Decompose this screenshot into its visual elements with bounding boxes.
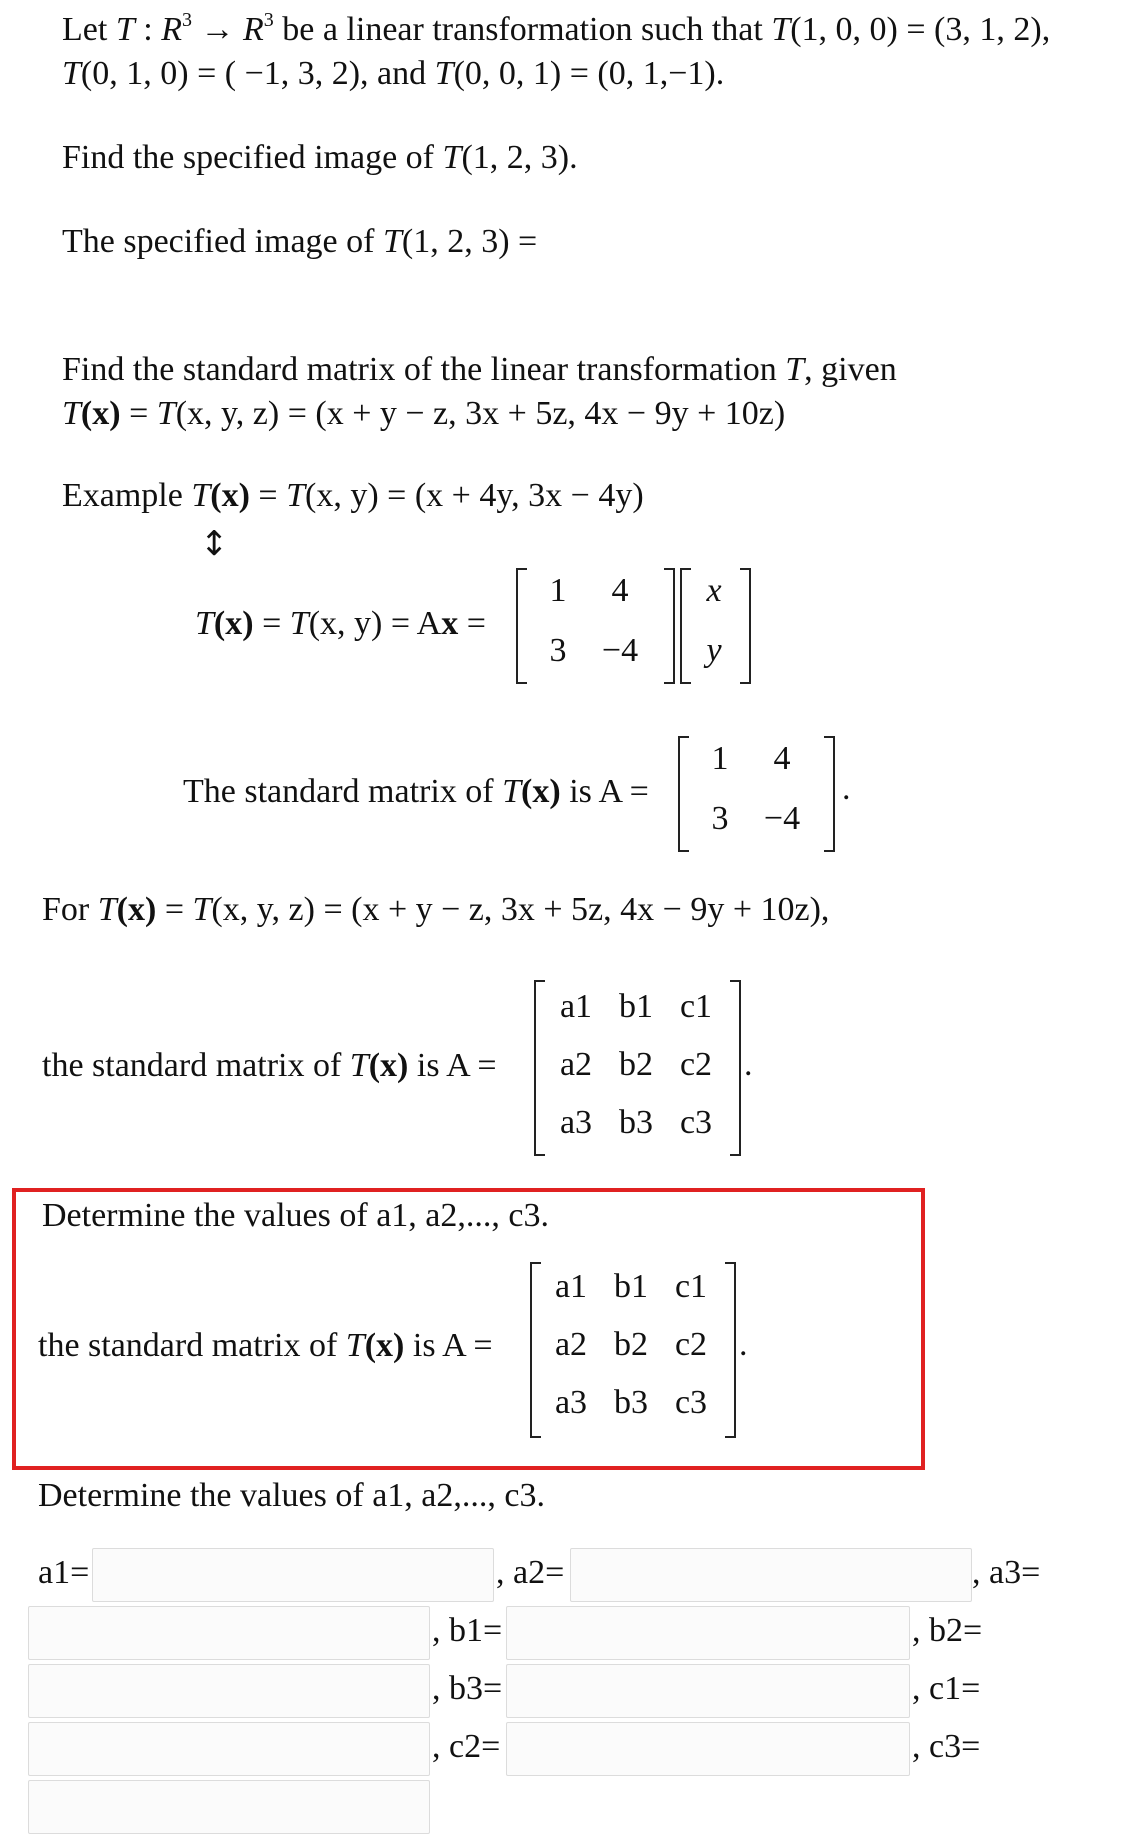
text: T (442, 139, 462, 176)
text: T (289, 605, 309, 642)
text: x (441, 605, 459, 642)
text: (x) (213, 605, 254, 642)
a3-input[interactable] (28, 1606, 430, 1660)
text: T (349, 1047, 369, 1084)
matrix-cell: 3 (711, 800, 729, 837)
text: For (42, 891, 98, 928)
matrix-cell: −4 (763, 800, 801, 837)
text: = (120, 395, 157, 432)
text: The specified image of (62, 223, 383, 260)
text: the standard matrix of (38, 1327, 346, 1364)
c3-label: , c3= (912, 1728, 981, 1765)
text: = (156, 891, 193, 928)
c2-input[interactable] (506, 1722, 910, 1776)
arrow: → (191, 11, 243, 48)
matrix-bracket-left (530, 1262, 541, 1438)
matrix-bracket-left-tick (534, 980, 545, 1156)
text: T (115, 11, 135, 48)
text: T (156, 395, 176, 432)
superscript: 3 (181, 9, 192, 31)
find-matrix-prompt-line-1 (62, 350, 897, 389)
a2-label: , a2= (496, 1554, 565, 1591)
text: (1, 0, 0) = (3, 1, 2), (790, 11, 1051, 48)
text: = (249, 477, 287, 514)
superscript: 3 (263, 9, 274, 31)
text: T (191, 477, 211, 514)
text: Let (62, 11, 116, 48)
find-matrix-prompt-line-2 (62, 394, 785, 433)
example-matrix-equation (195, 604, 486, 643)
a2-input[interactable] (570, 1548, 972, 1602)
text: (1, 2, 3) = (401, 223, 538, 260)
matrix-cell: c2 (679, 1046, 713, 1083)
matrix-cell: 3 (549, 632, 567, 669)
text: (x) (210, 477, 250, 514)
text: (x) (116, 891, 157, 928)
text: T (192, 891, 212, 928)
text: Example (62, 477, 192, 514)
a3-label: , a3= (972, 1554, 1041, 1591)
text: (x, y) = A (308, 605, 442, 642)
matrix-cell: c1 (679, 988, 713, 1025)
c2-label: , c2= (432, 1728, 501, 1765)
matrix-cell: c2 (674, 1326, 708, 1363)
matrix-cell: b2 (614, 1326, 648, 1363)
matrix-cell: c1 (674, 1268, 708, 1305)
matrix-cell: b3 (614, 1384, 648, 1421)
text: T (286, 477, 306, 514)
text: (x, y, z) = (x + y − z, 3x + 5z, 4x − 9y + 10z) (175, 395, 786, 432)
text: T (195, 605, 214, 642)
determine-values-instruction: Determine the values of a1, a2,..., c3. (42, 1197, 549, 1234)
text: (x) (80, 395, 121, 432)
matrix-cell: 1 (711, 740, 729, 777)
text: T (434, 55, 454, 92)
matrix-cell: 4 (773, 740, 791, 777)
matrix-bracket-right (730, 980, 741, 1156)
period: . (842, 770, 851, 807)
b1-label: , b1= (432, 1612, 503, 1649)
c3-input[interactable] (28, 1780, 430, 1834)
standard-matrix-label (42, 1046, 497, 1085)
text: T (62, 55, 81, 92)
matrix-cell: b1 (619, 988, 653, 1025)
text: (0, 0, 1) = (0, 1,−1). (453, 55, 725, 92)
b2-label: , b2= (912, 1612, 983, 1649)
text: (1, 2, 3). (461, 139, 578, 176)
period: . (744, 1046, 753, 1083)
matrix-cell: a2 (559, 1046, 593, 1083)
text: T (785, 351, 805, 388)
text: is A = (404, 1327, 493, 1364)
text: (x, y, z) = (x + y − z, 3x + 5z, 4x − 9y + 10z), (211, 891, 830, 928)
text: the standard matrix of (42, 1047, 350, 1084)
matrix-bracket-right (824, 736, 835, 852)
up-down-arrow-icon: ↕ (200, 524, 229, 564)
text: T (382, 223, 402, 260)
matrix-cell: c3 (674, 1384, 708, 1421)
text: T (771, 11, 791, 48)
vector-bracket-right (740, 568, 751, 684)
vector-bracket-left (680, 568, 691, 684)
a1-input[interactable] (92, 1548, 494, 1602)
b2-input[interactable] (28, 1664, 430, 1718)
text: T (62, 395, 81, 432)
text: (x) (368, 1047, 409, 1084)
image-answer-label (62, 222, 537, 261)
text: Find the standard matrix of the linear transformation (62, 351, 786, 388)
text: : (134, 11, 162, 48)
text: Find the specified image of (62, 139, 443, 176)
c1-input[interactable] (28, 1722, 430, 1776)
matrix-bracket-right (664, 568, 675, 684)
text: be a linear transformation such that (273, 11, 772, 48)
matrix-cell: b1 (614, 1268, 648, 1305)
text: = (458, 605, 486, 642)
matrix-cell: c3 (679, 1104, 713, 1141)
c1-label: , c1= (912, 1670, 981, 1707)
matrix-cell: b2 (619, 1046, 653, 1083)
b1-input[interactable] (506, 1606, 910, 1660)
text: T (97, 891, 117, 928)
standard-matrix-label (38, 1326, 493, 1365)
text: = (253, 605, 290, 642)
text: is A = (408, 1047, 497, 1084)
matrix-cell: 4 (611, 572, 629, 609)
text: , given (804, 351, 897, 388)
matrix-cell: a1 (554, 1268, 588, 1305)
text: (x, y) = (x + 4y, 3x − 4y) (305, 477, 644, 514)
text: R (242, 11, 264, 48)
matrix-cell: a3 (554, 1384, 588, 1421)
matrix-cell: 1 (549, 572, 567, 609)
text: (0, 1, 0) = ( −1, 3, 2), and (80, 55, 435, 92)
text: (x) (364, 1327, 405, 1364)
matrix-cell: −4 (601, 632, 639, 669)
matrix-bracket-left (516, 568, 527, 684)
example-line (62, 476, 644, 515)
given-transformation-line (42, 890, 829, 929)
problem-statement-line-2 (62, 54, 724, 93)
text: (x) (521, 773, 561, 810)
text: is A = (560, 773, 649, 810)
matrix-cell: a2 (554, 1326, 588, 1363)
b3-input[interactable] (506, 1664, 910, 1718)
matrix-bracket-right (725, 1262, 736, 1438)
matrix-cell: b3 (619, 1104, 653, 1141)
text: T (345, 1327, 365, 1364)
text: R (161, 11, 182, 48)
problem-statement-line-1 (62, 10, 1050, 49)
find-image-prompt (62, 138, 578, 177)
matrix-bracket-left (678, 736, 689, 852)
matrix-cell: a3 (559, 1104, 593, 1141)
a1-label: a1= (38, 1554, 90, 1591)
vector-cell: y (706, 632, 722, 669)
determine-values-instruction: Determine the values of a1, a2,..., c3. (38, 1477, 545, 1514)
matrix-cell: a1 (559, 988, 593, 1025)
text: T (502, 773, 522, 810)
standard-matrix-example-label (183, 772, 649, 811)
b3-label: , b3= (432, 1670, 503, 1707)
period: . (739, 1326, 748, 1363)
vector-cell: x (706, 572, 722, 609)
text: The standard matrix of (183, 773, 503, 810)
